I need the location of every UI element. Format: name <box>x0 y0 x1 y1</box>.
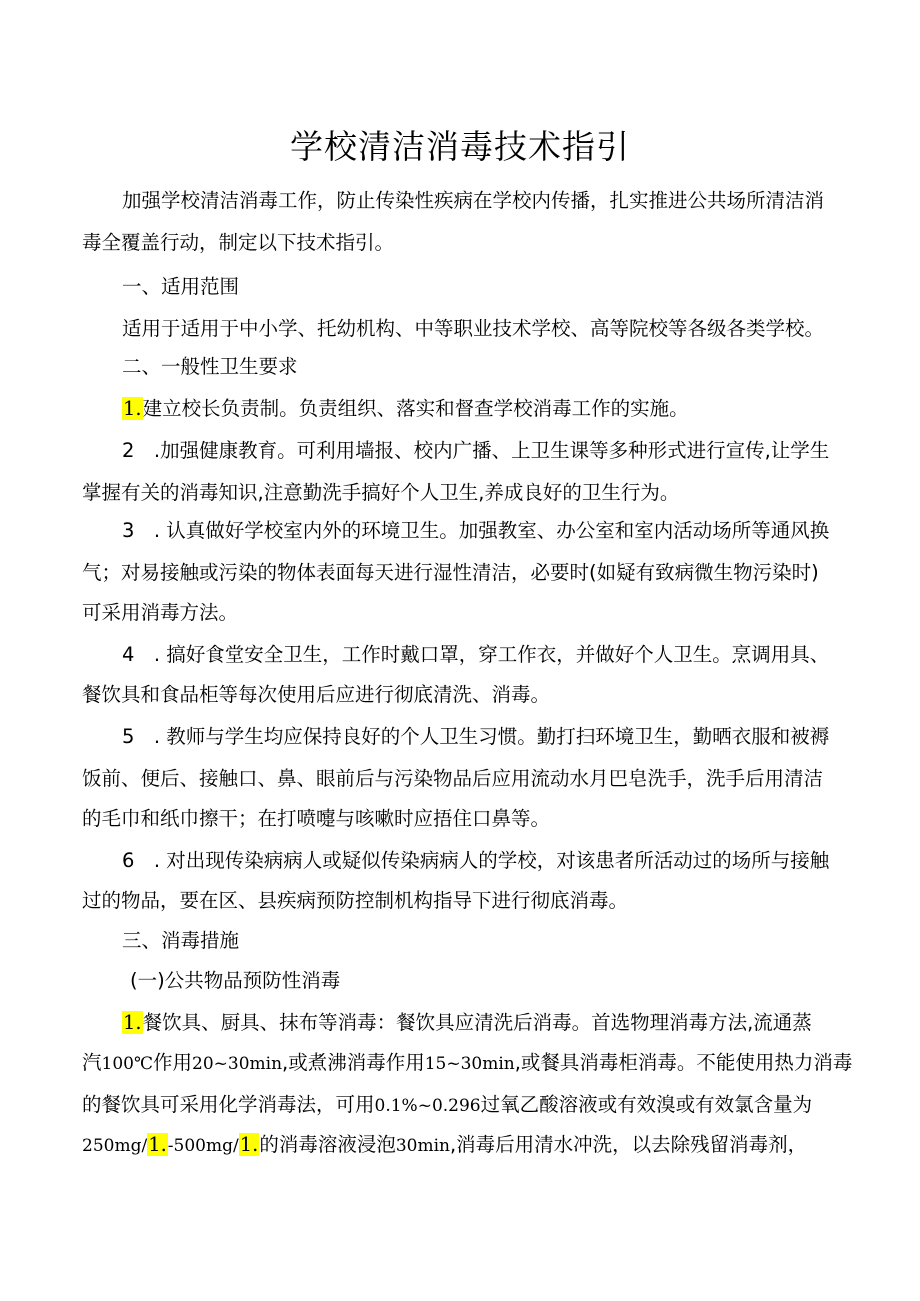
section-3-heading: 三、消毒措施 <box>122 929 240 952</box>
item-text: 餐饮具、厨具、抹布等消毒：餐饮具应清洗后消毒。首选物理消毒方法,流通蒸 <box>142 1011 812 1034</box>
number-run: 15~30min <box>424 1054 515 1074</box>
section-2-item-6-line-1: 6 . 对出现传染病病人或疑似传染病病人的学校，对该患者所活动过的场所与接触 <box>122 849 830 872</box>
section-3-subheading: (一)公共物品预防性消毒 <box>130 969 341 992</box>
text-run: ,或煮沸消毒作用 <box>282 1051 425 1074</box>
text-run: 的餐饮具可采用化学消毒法，可用 <box>82 1093 375 1116</box>
section-1-body: 适用于适用于中小学、托幼机构、中等职业技术学校、高等院校等各级各类学校。 <box>122 317 825 340</box>
section-2-item-4-line-2: 餐饮具和食品柜等每次使用后应进行彻底清洗、消毒。 <box>82 683 551 706</box>
document-title: 学校清洁消毒技术指引 <box>290 127 630 166</box>
highlight-mark: 1. <box>148 1133 167 1156</box>
text-run: 作用 <box>152 1051 192 1074</box>
section-2-item-3-line-3: 可采用消毒方法。 <box>82 601 239 624</box>
item-number-highlight: 1. <box>123 397 142 420</box>
section-2-item-5-line-1: 5 . 教师与学生均应保持良好的个人卫生习惯。勤打扫环境卫生，勤晒衣服和被褥 <box>122 725 830 748</box>
section-3-item-1-line-1 <box>122 1008 812 1038</box>
section-2-item-5-line-2: 饭前、便后、接触口、鼻、眼前后与污染物品后应用流动水月巴皂洗手，洗手后用清洁 <box>82 767 824 790</box>
text-run: 过氧乙酸溶液或有效溴或有效氯含量为 <box>480 1093 813 1116</box>
number-run: 30min <box>395 1136 450 1156</box>
section-2-item-2-line-1: 2 .加强健康教育。可利用墙报、校内广播、上卫生课等多种形式进行宣传,让学生 <box>122 439 830 462</box>
section-3-item-1-line-3 <box>82 1090 812 1120</box>
highlight-mark: 1. <box>239 1133 259 1156</box>
text-run: 的消毒溶液浸泡 <box>259 1133 396 1156</box>
number-run: 100℃ <box>101 1054 153 1074</box>
number-run: 0.1%~0.296 <box>374 1096 481 1116</box>
text-run: 汽 <box>82 1051 102 1074</box>
item-number-highlight: 1. <box>123 1011 142 1034</box>
section-2-heading: 二、一般性卫生要求 <box>122 355 298 378</box>
section-1-heading: 一、适用范围 <box>122 275 240 298</box>
section-2-item-2-line-2: 掌握有关的消毒知识,注意勤洗手搞好个人卫生,养成良好的卫生行为。 <box>82 481 680 504</box>
text-run: ,消毒后用清水冲洗，以去除残留消毒剂， <box>449 1133 808 1156</box>
section-2-item-3-line-1: 3 . 认真做好学校室内外的环境卫生。加强教室、办公室和室内活动场所等通风换 <box>122 519 830 542</box>
text-run: ,或餐具消毒柜消毒。不能使用热力消毒 <box>514 1051 853 1074</box>
section-2-item-6-line-2: 过的物品，要在区、县疾病预防控制机构指导下进行彻底消毒。 <box>82 889 629 912</box>
section-2-item-1 <box>122 394 689 424</box>
section-2-item-4-line-1: 4 . 搞好食堂安全卫生，工作时戴口罩，穿工作衣，并做好个人卫生。烹调用具、 <box>122 643 830 666</box>
section-3-item-1-line-2 <box>82 1048 852 1078</box>
intro-line-1: 加强学校清洁消毒工作，防止传染性疾病在学校内传播，扎实推进公共场所清洁消 <box>122 189 825 212</box>
number-run: -500mg/ <box>167 1136 239 1156</box>
section-2-item-5-line-3: 的毛巾和纸巾擦干；在打喷嚏与咳嗽时应捂住口鼻等。 <box>82 807 551 830</box>
intro-line-2: 毒全覆盖行动，制定以下技术指引。 <box>82 231 395 254</box>
section-2-item-3-line-2: 气；对易接触或污染的物体表面每天进行湿性清洁，必要时(如疑有致病微生物污染时) <box>82 561 819 584</box>
item-text: 建立校长负责制。负责组织、落实和督查学校消毒工作的实施。 <box>142 397 689 420</box>
section-3-item-1-line-4 <box>82 1130 807 1160</box>
number-run: 20~30min <box>192 1054 283 1074</box>
number-run: 250mg/ <box>82 1136 148 1156</box>
